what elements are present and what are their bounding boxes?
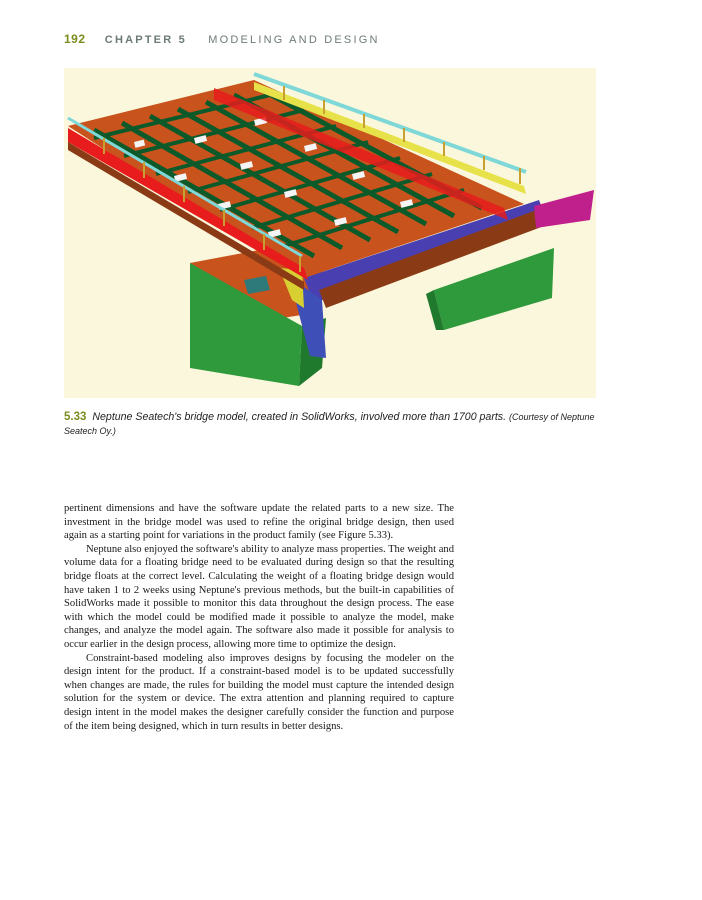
figure-number: 5.33 bbox=[64, 411, 87, 423]
caption-credit: (Courtesy of Neptune Seatech Oy.) bbox=[64, 412, 595, 436]
chapter-title: MODELING AND DESIGN bbox=[208, 34, 380, 46]
figure-caption bbox=[64, 410, 604, 438]
figure-bridge-model bbox=[64, 68, 596, 398]
bridge-model-illustration bbox=[64, 68, 596, 398]
ramp-front bbox=[534, 190, 594, 228]
paragraph-1: pertinent dimensions and have the software update the related parts to a new size. The investment in the bridge model was used to refine the original bridge design, then used again as a starting point for variations in the product family (see Figure 5.33). bbox=[64, 503, 454, 542]
page-number: 192 bbox=[64, 32, 86, 46]
caption-text: Neptune Seatech's bridge model, created in SolidWorks, involved more than 1700 parts. bbox=[92, 411, 507, 423]
chapter-label: CHAPTER 5 bbox=[104, 34, 187, 46]
paragraph-2: Neptune also enjoyed the software's ability to analyze mass properties. The weight and volume data for a floating bridge need to be evaluated during design so that the resulting bridge floats at the correct level. Calculating the weight of a floating bridge design would have taken 1 to 2 weeks using Neptune's previous methods, but the built-in capabilities of SolidWorks made it possible to monitor this data throughout the design process. The ease with which the model could be modified made it possible to analyze the model, make changes, and analyze the model again. The software also made it possible for analysis to occur earlier in the design process, allowing more time to optimize the design. bbox=[64, 543, 454, 650]
body-text bbox=[64, 502, 454, 733]
running-head bbox=[64, 32, 380, 46]
paragraph-3: Constraint-based modeling also improves designs by focusing the modeler on the design intent for the product. If a constraint-based model is to be updated successfully when changes are made, the rules for building the model must capture the intended design solution for the system or device. The extra attention and planning required to capture design intent in the model makes the designer carefully consider the function and purpose of the item being designed, which in turn results in better designs. bbox=[64, 652, 454, 732]
